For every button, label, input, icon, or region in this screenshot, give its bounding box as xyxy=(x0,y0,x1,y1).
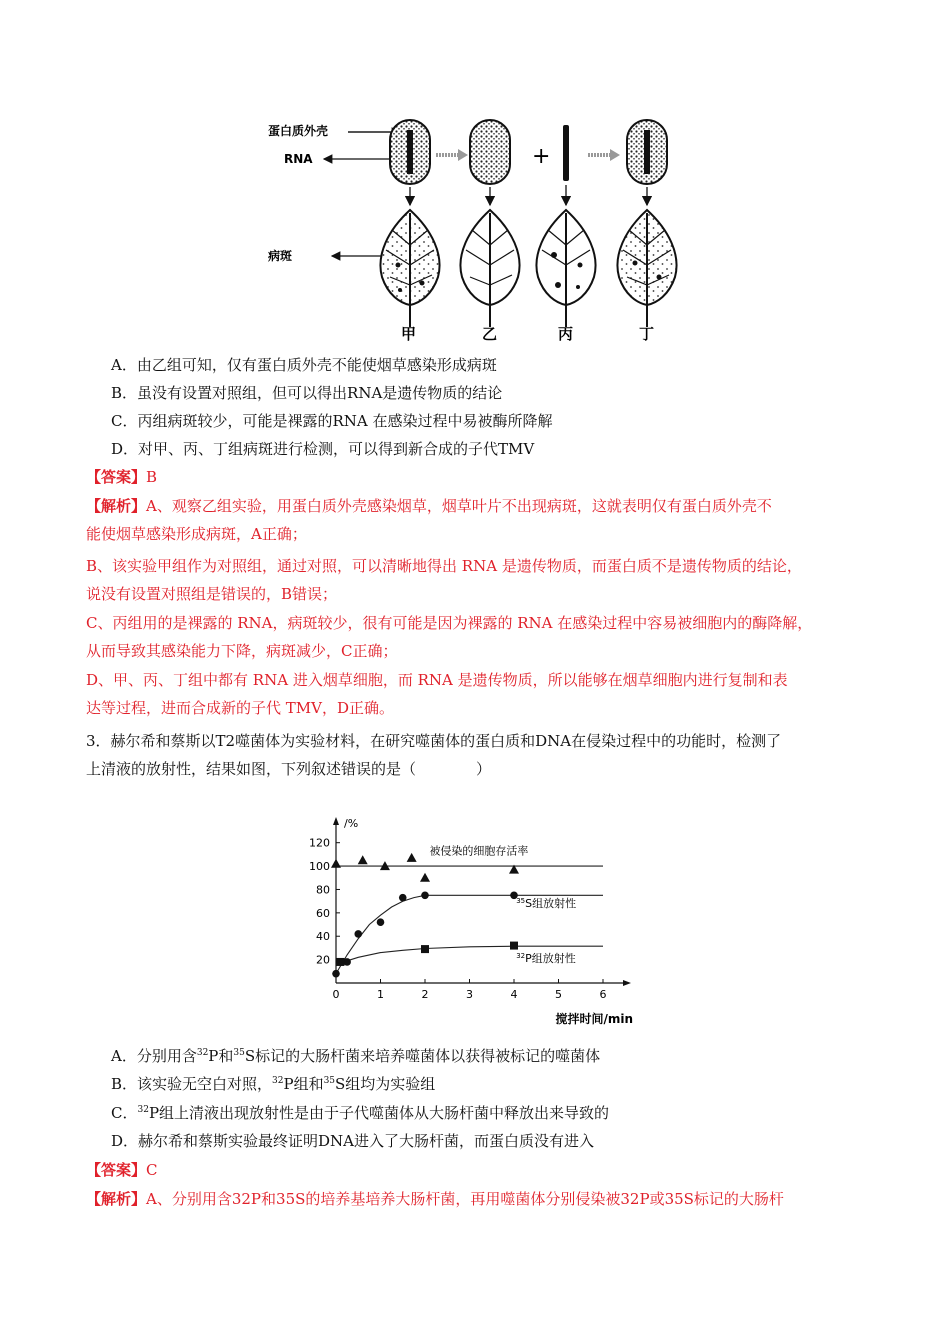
q2-analysis-line-4: 说没有设置对照组是错误的，B错误； xyxy=(86,585,338,603)
virus-ding xyxy=(627,120,667,184)
gray-arrow-1 xyxy=(436,149,468,161)
group-label-jia: 甲 xyxy=(401,325,417,343)
opt-a-sup1: 32 xyxy=(196,1048,209,1058)
x-tick-label: 0 xyxy=(332,988,340,1001)
opt-b-mid: P组和 xyxy=(283,1075,324,1093)
answer-value: B xyxy=(146,468,158,486)
point-survival xyxy=(358,855,368,864)
point-35s xyxy=(377,918,385,926)
plus-sign: + xyxy=(532,144,551,169)
opt-a-mid: P和 xyxy=(208,1047,234,1065)
opt-b-pre: B．该实验无空白对照， xyxy=(111,1075,273,1093)
virus-yi xyxy=(470,120,510,184)
opt-a-sup2: 35 xyxy=(233,1048,245,1058)
opt-b-sup1: 32 xyxy=(272,1076,284,1086)
answer-value: C xyxy=(146,1161,158,1179)
point-32p xyxy=(336,958,344,966)
point-35s xyxy=(354,930,362,938)
virus-jia xyxy=(390,120,430,184)
leaf-bing xyxy=(536,210,595,327)
q3-analysis-line-1 xyxy=(86,1189,784,1209)
group-label-yi: 乙 xyxy=(482,325,498,343)
y-tick-label: 40 xyxy=(316,930,330,944)
y-tick-label: 100 xyxy=(309,860,330,874)
x-tick-label: 4 xyxy=(510,988,518,1001)
q3-stem-line-2: 上清液的放射性，结果如图，下列叙述错误的是（ ） xyxy=(86,760,492,778)
x-axis-arrow xyxy=(623,980,631,986)
chart-texts xyxy=(309,817,633,1026)
q3-answer xyxy=(86,1160,158,1180)
x-tick-label: 6 xyxy=(599,988,607,1001)
group-label-ding: 丁 xyxy=(639,325,655,343)
point-survival xyxy=(420,873,430,882)
y-tick-label: 60 xyxy=(316,906,330,920)
series-label-1 xyxy=(516,896,576,910)
opt-c-sup1: 32 xyxy=(137,1105,149,1115)
opt-b-sup2: 35 xyxy=(323,1076,336,1086)
opt-c-mid: P组上清液出现放射性是由于子代噬菌体从大肠杆菌中释放出来导致的 xyxy=(148,1104,610,1122)
group-label-bing: 丙 xyxy=(558,325,574,343)
point-35s xyxy=(343,958,351,966)
y-axis-label: /% xyxy=(344,817,359,830)
point-35s xyxy=(399,894,407,902)
q2-analysis-line-8: 达等过程，进而合成新的子代 TMV，D正确。 xyxy=(86,699,394,717)
q2-analysis-line-1 xyxy=(86,496,772,516)
point-35s xyxy=(332,970,340,978)
q2-analysis-line-7: D、甲、丙、丁组中都有 RNA 进入烟草细胞，而 RNA 是遗传物质，所以能够在烟草细胞内进行复制和表 xyxy=(86,671,788,689)
q3-option-a xyxy=(111,1046,600,1066)
series-label-text: S组放射性 xyxy=(525,897,577,910)
y-axis-arrow xyxy=(333,817,339,825)
q2-option-a: A．由乙组可知，仅有蛋白质外壳不能使烟草感染形成病斑 xyxy=(111,356,497,374)
q2-option-c: C．丙组病斑较少，可能是裸露的RNA 在感染过程中易被酶所降解 xyxy=(111,412,553,430)
point-32p xyxy=(510,942,518,950)
q3-option-d: D．赫尔希和蔡斯实验最终证明DNA进入了大肠杆菌，而蛋白质没有进入 xyxy=(111,1132,595,1150)
x-tick-label: 1 xyxy=(377,988,384,1001)
leaf-jia xyxy=(380,210,439,327)
point-35s xyxy=(421,892,429,900)
series-label-2 xyxy=(516,951,576,965)
label-protein-shell: 蛋白质外壳 xyxy=(268,124,329,138)
chart-marks xyxy=(331,853,519,978)
q2-analysis-line-6: 从而导致其感染能力下降，病斑减少，C正确； xyxy=(86,642,398,660)
leaf-yi xyxy=(460,210,519,327)
chart-axes xyxy=(333,817,631,986)
answer-tag: 【答案】 xyxy=(86,468,147,486)
x-tick-label: 5 xyxy=(555,988,562,1001)
y-tick-label: 20 xyxy=(316,953,330,967)
label-spot: 病斑 xyxy=(268,249,293,263)
analysis-text: A、观察乙组实验，用蛋白质外壳感染烟草，烟草叶片不出现病斑，这就表明仅有蛋白质外壳不 xyxy=(146,497,772,515)
q2-analysis-line-2: 能使烟草感染形成病斑，A正确； xyxy=(86,525,307,543)
label-rna: RNA xyxy=(284,152,313,166)
analysis-tag: 【解析】 xyxy=(86,1190,147,1208)
opt-a-pre: A．分别用含 xyxy=(111,1047,197,1065)
x-tick-label: 2 xyxy=(421,988,429,1001)
analysis-text: A、分别用含32P和35S的培养基培养大肠杆菌，再用噬菌体分别侵染被32P或35S标记的大肠杆 xyxy=(146,1190,784,1208)
analysis-tag: 【解析】 xyxy=(86,497,147,515)
q2-analysis-line-5: C、丙组用的是裸露的 RNA，病斑较少，很有可能是因为裸露的 RNA 在感染过程中容易被细胞内的酶降解， xyxy=(86,614,813,632)
y-tick-label: 120 xyxy=(309,836,330,850)
point-survival xyxy=(407,853,417,862)
q2-answer xyxy=(86,467,157,487)
series-label-sup: 32 xyxy=(516,951,526,960)
x-tick-label: 3 xyxy=(466,988,473,1001)
y-tick-label: 80 xyxy=(316,883,330,897)
answer-tag: 【答案】 xyxy=(86,1161,147,1179)
q2-option-b: B．虽没有设置对照组，但可以得出RNA是遗传物质的结论 xyxy=(111,384,503,402)
tmv-figure xyxy=(260,105,680,345)
x-axis-label: 搅拌时间/min xyxy=(555,1012,633,1026)
series-label-text: P组放射性 xyxy=(525,951,576,965)
q3-option-b xyxy=(111,1074,435,1094)
point-survival xyxy=(331,859,341,868)
opt-b-post: S组均为实验组 xyxy=(335,1075,436,1093)
q3-option-c xyxy=(111,1103,609,1123)
gray-arrow-2 xyxy=(588,149,620,161)
opt-a-post: S标记的大肠杆菌来培养噬菌体以获得被标记的噬菌体 xyxy=(244,1047,601,1065)
leaf-ding xyxy=(617,210,676,327)
q2-analysis-line-3: B、该实验甲组作为对照组，通过对照，可以清晰地得出 RNA 是遗传物质，而蛋白质不是遗传物质的结论， xyxy=(86,557,802,575)
rna-bing xyxy=(563,125,569,181)
series-label-survival: 被侵染的细胞存活率 xyxy=(429,844,529,858)
q3-stem-line-1: 3．赫尔希和蔡斯以T2噬菌体为实验材料，在研究噬菌体的蛋白质和DNA在侵染过程中的功能时，检测了 xyxy=(86,732,782,750)
series-label-sup: 35 xyxy=(516,897,526,905)
q2-option-d: D．对甲、丙、丁组病斑进行检测，可以得到新合成的子代TMV xyxy=(111,440,535,458)
radioactivity-chart xyxy=(300,815,660,1040)
point-32p xyxy=(421,945,429,953)
opt-c-pre: C． xyxy=(111,1104,138,1122)
